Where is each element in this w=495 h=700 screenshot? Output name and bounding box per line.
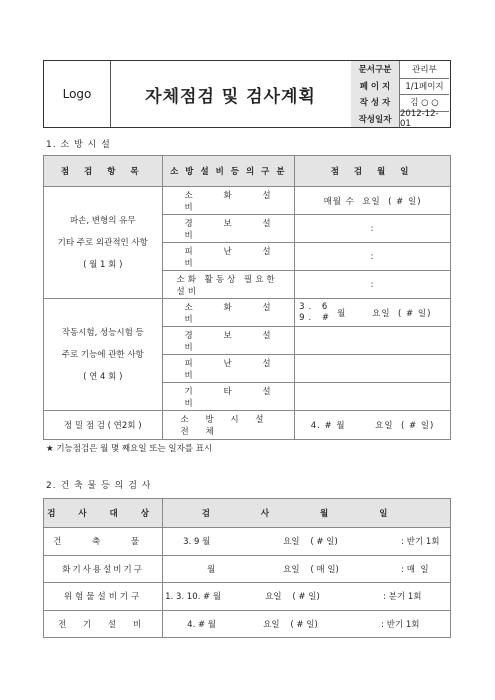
schedule-month: 1. 3. 10. # 월 [165, 592, 222, 603]
schedule-month: 월 [207, 564, 216, 575]
facility-cell: 피 난 설 비 [162, 243, 295, 271]
meta-key: 문서구분 [351, 61, 400, 78]
facility-cell: 피 난 설 비 [162, 355, 295, 383]
date-cell [295, 383, 451, 411]
group-line: 파손, 변형의 유무 [69, 215, 136, 226]
target-cell: 전 기 설 비 [44, 610, 163, 638]
column-header: 소 방 설 비 등 의 구 분 [162, 156, 295, 187]
group-line: 주로 기능에 관한 사항 [61, 349, 144, 360]
column-header: 점 검 월 일 [295, 156, 451, 187]
document-title: 자체점검 및 검사계획 [110, 61, 352, 127]
footnote: ★ 기능점검은 월 몇 째요일 또는 일자를 표시 [46, 444, 213, 454]
meta-key: 작성일자 [351, 111, 400, 128]
table-row [44, 610, 451, 638]
date-cell: : [295, 243, 451, 271]
facility-cell: 소 화 설 비 [162, 187, 295, 215]
date-cell: : [295, 271, 451, 299]
column-header: 검 사 대 상 [44, 499, 163, 528]
inspection-item-group [44, 187, 163, 299]
date-cell [295, 355, 451, 383]
date-cell [295, 327, 451, 355]
meta-row-date [351, 108, 449, 129]
facility-cell: 기 타 설 비 [162, 383, 295, 411]
facility-cell: 소 화 설 비 [162, 299, 295, 327]
schedule-cycle: : 반기 1회 [401, 537, 440, 548]
building-inspection-table [43, 498, 451, 638]
table-row [44, 583, 451, 611]
group-line: 기타 주로 외관적인 사항 [57, 237, 148, 248]
group-line: 작동시험, 성능시험 등 [61, 327, 144, 338]
table-row [44, 411, 451, 440]
schedule-day: 요일 ( 매 일) [283, 564, 339, 575]
schedule-cell [163, 583, 451, 611]
table-row [44, 187, 451, 215]
table-header-row [44, 499, 451, 528]
column-header: 점 검 항 목 [44, 156, 163, 187]
fire-facility-table [43, 155, 451, 440]
column-header: 검 사 월 일 [163, 499, 451, 528]
target-cell: 건 축 물 [44, 528, 163, 556]
meta-value: 1/1페이지 [405, 81, 444, 92]
inspection-item-group [44, 299, 163, 411]
meta-value: 김 ○ ○ [410, 98, 439, 109]
schedule-day: 요일 ( # 일) [263, 619, 318, 630]
date-cell: : [295, 215, 451, 243]
meta-value: 2012-12-01 [400, 108, 439, 129]
facility-cell: 소 방 시 설 전 체 [162, 411, 295, 440]
date-months-line2: 9. # [299, 312, 334, 323]
meta-key: 페 이 지 [351, 78, 400, 95]
schedule-cycle: : 분기 1회 [383, 592, 422, 603]
table-row [44, 555, 451, 583]
table-row [44, 528, 451, 556]
meta-value: 관리부 [412, 65, 437, 76]
table-row [44, 299, 451, 327]
date-cell: 매월 수 요일 ( # 일) [295, 187, 451, 215]
date-cell [295, 299, 451, 327]
group-line: ( 연 4 회 ) [83, 371, 123, 382]
facility-cell: 소화 활동상 필요한 설비 [162, 271, 295, 299]
document-header [43, 60, 451, 128]
date-cell: 4. # 월 요일 ( # 일) [295, 411, 451, 440]
schedule-month: 3. 9 월 [183, 537, 211, 548]
schedule-cycle: : 매 일 [401, 564, 429, 575]
schedule-cell [163, 555, 451, 583]
meta-row-page [351, 78, 449, 96]
target-cell: 화기사용설비기구 [44, 555, 163, 583]
facility-cell: 경 보 설 비 [162, 327, 295, 355]
date-rest: 월 요일 ( # 일) [337, 308, 432, 319]
schedule-day: 요일 ( # 일) [283, 537, 338, 548]
section2-title: 2. 건 축 물 등 의 검 사 [46, 481, 152, 491]
schedule-month: 4. # 월 [187, 619, 217, 630]
section1-title: 1. 소 방 시 설 [46, 140, 111, 150]
schedule-day: 요일 ( # 일) [265, 592, 320, 603]
target-cell: 위험물설비기구 [44, 583, 163, 611]
facility-cell: 경 보 설 비 [162, 215, 295, 243]
date-months-line1: 3. 6 [299, 301, 332, 312]
meta-row-category [351, 61, 449, 79]
schedule-cycle: : 반기 1회 [381, 619, 420, 630]
group-line: ( 월 1 회 ) [83, 259, 123, 270]
table-header-row [44, 156, 451, 187]
inspection-item: 정 밀 점 검 ( 연2회 ) [44, 411, 163, 440]
schedule-cell [163, 610, 451, 638]
logo: Logo [44, 61, 111, 127]
schedule-cell [163, 528, 451, 556]
meta-key: 작 성 자 [351, 94, 400, 111]
document-meta [351, 61, 449, 127]
